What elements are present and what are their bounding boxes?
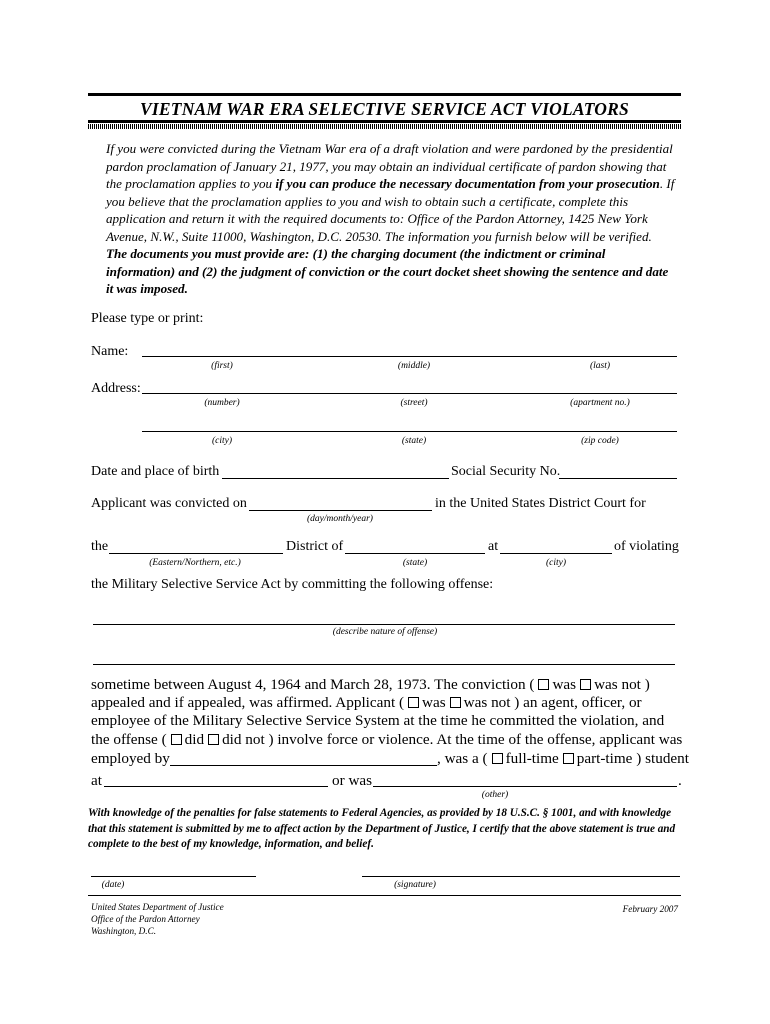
signature-caption: (signature)	[394, 880, 436, 890]
other-caption: (other)	[481, 790, 509, 800]
conviction-line: sometime between August 4, 1964 and March 28, 1973. The conviction ( was was not )	[91, 676, 650, 693]
date-field[interactable]	[91, 876, 256, 877]
conviction-date-field[interactable]	[249, 510, 432, 511]
the-label: the	[91, 539, 109, 554]
district-of-label: District of	[286, 539, 344, 554]
district-court-label: in the United States District Court for	[435, 496, 646, 511]
name-middle-caption: (middle)	[397, 361, 431, 371]
intro-paragraph: If you were convicted during the Vietnam War era of a draft violation and were pardoned by the presidential pardon proclamation of January 21, 1977, you may obtain an individual certificate of pardon showing that the proclamation applies to you if you can produce the necessary documentation from your prosecution. If you believe that the proclamation applies to you and wish to obtain such a certificate, complete this application and return it with the required documents to: Office of the Pardon Attorney, 1425 New York Avenue, N.W., Suite 11000, Washington, D.C. 20530. The information you furnish below will be verified. The documents you must provide are: (1) the charging document (the indictment or criminal information) and (2) the judgment of conviction or the court docket sheet showing the sentence and date it was imposed.	[106, 141, 675, 296]
name-last-caption: (last)	[589, 361, 611, 371]
student-status-line: , was a ( full-time part-time ) student	[437, 750, 689, 767]
address-street-caption: (street)	[400, 398, 428, 408]
district-city-field[interactable]	[500, 553, 612, 554]
certification-statement: With knowledge of the penalties for false statements to Federal Agencies, as provided by 18 U.S.C. § 1001, and with knowledge that this statement is submitted by me to affect action by the Department of Justice, I certify that the above statement is true and complete to the best of my knowledge, information, and belief.	[88, 807, 676, 850]
address-state-caption: (state)	[401, 436, 427, 446]
city-caption: (city)	[545, 558, 567, 568]
applicant-was-not-agent-checkbox[interactable]	[450, 697, 461, 708]
of-violating-label: of violating	[614, 539, 679, 554]
address-zip-caption: (zip code)	[581, 436, 619, 446]
ssn-field[interactable]	[559, 478, 677, 479]
or-was-label: or was	[332, 772, 373, 789]
please-type-label: Please type or print:	[91, 311, 204, 326]
title-rule-hatch	[88, 124, 681, 129]
offense-force-line: the offense ( did did not ) involve force or violence. At the time of the offense, applicant was	[91, 731, 683, 748]
footer-agency	[91, 901, 224, 937]
form-title: VIETNAM WAR ERA SELECTIVE SERVICE ACT VIOLATORS	[140, 99, 629, 119]
footer-line2: Office of the Pardon Attorney	[91, 914, 200, 924]
state-caption: (state)	[402, 558, 428, 568]
birth-field[interactable]	[222, 478, 449, 479]
at-school-label: at	[91, 772, 102, 789]
offense-field-line2[interactable]	[93, 664, 675, 665]
footer-date: February 2007	[622, 904, 678, 914]
applicant-was-agent-checkbox[interactable]	[408, 697, 419, 708]
signature-field[interactable]	[362, 876, 680, 877]
title-rule-bottom	[88, 120, 681, 123]
employed-by-label: employed by	[91, 750, 170, 767]
conviction-was-not-appealed-checkbox[interactable]	[580, 679, 591, 690]
at-label: at	[488, 539, 499, 554]
address-label: Address:	[91, 381, 141, 396]
military-act-text: the Military Selective Service Act by committing the following offense:	[91, 577, 494, 592]
address-city-caption: (city)	[211, 436, 233, 446]
address-field-line1[interactable]	[142, 393, 677, 394]
district-state-field[interactable]	[345, 553, 485, 554]
address-field-line2[interactable]	[142, 431, 677, 432]
name-field[interactable]	[142, 356, 677, 357]
did-not-involve-force-checkbox[interactable]	[208, 734, 219, 745]
footer-line3: Washington, D.C.	[91, 926, 157, 936]
title-rule-top	[88, 93, 681, 96]
period-mark: .	[678, 772, 682, 789]
school-field[interactable]	[104, 786, 328, 787]
name-label: Name:	[91, 344, 129, 359]
date-caption: (date)	[101, 880, 125, 890]
day-month-year-caption: (day/month/year)	[307, 514, 373, 524]
address-number-caption: (number)	[204, 398, 240, 408]
footer-rule	[88, 895, 681, 896]
eastern-northern-caption: (Eastern/Northern, etc.)	[149, 558, 241, 568]
footer-line1: United States Department of Justice	[91, 902, 224, 912]
appealed-line: appealed and if appealed, was affirmed. Applicant ( was was not ) an agent, officer, or	[91, 694, 642, 711]
did-involve-force-checkbox[interactable]	[171, 734, 182, 745]
employer-field[interactable]	[170, 765, 437, 766]
employee-line: employee of the Military Selective Service System at the time he committed the violation, and	[91, 712, 665, 729]
part-time-student-checkbox[interactable]	[563, 753, 574, 764]
convicted-on-label: Applicant was convicted on	[91, 496, 247, 511]
conviction-was-appealed-checkbox[interactable]	[538, 679, 549, 690]
address-apartment-caption: (apartment no.)	[570, 398, 630, 408]
full-time-student-checkbox[interactable]	[492, 753, 503, 764]
other-field[interactable]	[373, 786, 677, 787]
birth-label: Date and place of birth	[91, 464, 220, 479]
ssn-label: Social Security No.	[451, 464, 561, 479]
district-direction-field[interactable]	[109, 553, 283, 554]
offense-field-line1[interactable]	[93, 624, 675, 625]
name-first-caption: (first)	[211, 361, 233, 371]
describe-offense-caption: (describe nature of offense)	[332, 627, 438, 637]
